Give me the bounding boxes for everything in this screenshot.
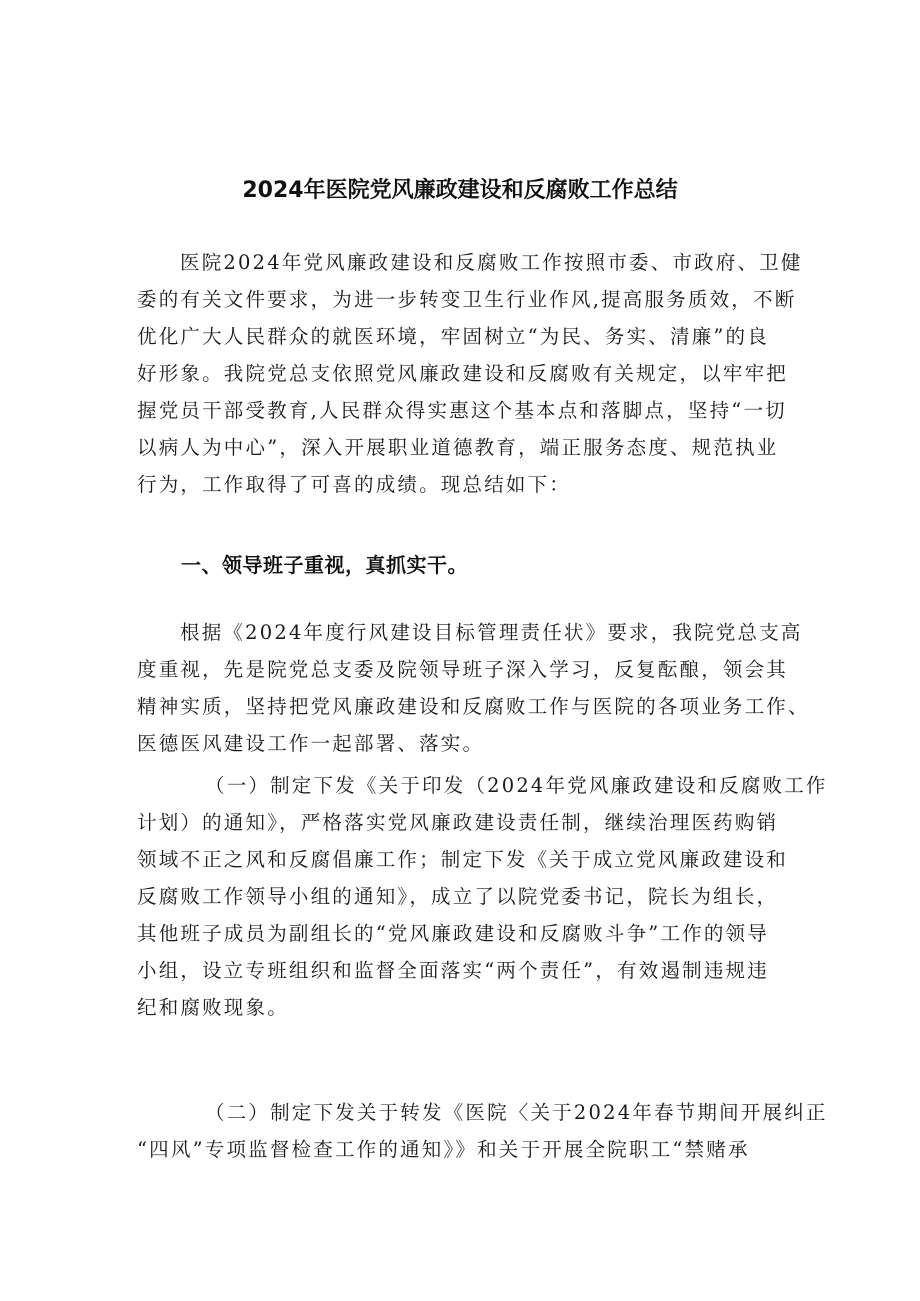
item-2-line: “四风”专项监督检查工作的通知》》和关于开展全院职工“禁赌承 bbox=[137, 1138, 750, 1161]
item-2-paragraph bbox=[137, 1094, 828, 1168]
intro-line: 好形象。我院党总支依照党风廉政建设和反腐败有关规定，以牢牢把 bbox=[137, 362, 789, 385]
intro-paragraph bbox=[137, 244, 803, 503]
intro-line: 优化广大人民群众的就医环境，牢固树立“为民、务实、清廉”的良 bbox=[137, 325, 769, 348]
section-1-heading: 一、领导班子重视，真抓实干。 bbox=[181, 553, 468, 577]
intro-line: 以病人为中心”，深入开展职业道德教育，端正服务态度、规范执业 bbox=[137, 436, 779, 459]
item-1-line: 纪和腐败现象。 bbox=[137, 996, 289, 1019]
item-1-line: （一）制定下发《关于印发（2024年党风廉政建设和反腐败工作 bbox=[205, 774, 828, 797]
section-1-paragraph bbox=[137, 614, 810, 762]
intro-line: 握党员干部受教育,人民群众得实惠这个基本点和落脚点，坚持“一切 bbox=[137, 399, 787, 422]
item-1-line: 计划）的通知》，严格落实党风廉政建设责任制，继续治理医药购销 bbox=[137, 811, 779, 834]
section-1-line: 精神实质，坚持把党风廉政建设和反腐败工作与医院的各项业务工作、 bbox=[137, 695, 810, 718]
item-1-line: 其他班子成员为副组长的“党风廉政建设和反腐败斗争”工作的领导 bbox=[137, 922, 769, 945]
section-1-line: 医德医风建设工作一起部署、落实。 bbox=[137, 732, 485, 755]
item-1-line: 反腐败工作领导小组的通知》，成立了以院党委书记，院长为组长， bbox=[137, 885, 779, 908]
item-1-line: 小组，设立专班组织和监督全面落实“两个责任”，有效遏制违规违 bbox=[137, 959, 769, 982]
item-1-line: 领域不正之风和反腐倡廉工作；制定下发《关于成立党风廉政建设和 bbox=[137, 848, 789, 871]
intro-line: 委的有关文件要求，为进一步转变卫生行业作风,提高服务质效，不断 bbox=[137, 288, 797, 311]
document-title: 2024年医院党风廉政建设和反腐败工作总结 bbox=[242, 178, 678, 203]
item-1-paragraph bbox=[137, 767, 828, 1026]
section-1-line: 根据《2024年度行风建设目标管理责任状》要求，我院党总支高 bbox=[180, 621, 803, 644]
intro-line: 医院2024年党风廉政建设和反腐败工作按照市委、市政府、卫健 bbox=[180, 251, 803, 274]
item-2-line: （二）制定下发关于转发《医院〈关于2024年春节期间开展纠正 bbox=[205, 1101, 828, 1124]
section-1-line: 度重视，先是院党总支委及院领导班子深入学习，反复酝酿，领会其 bbox=[137, 658, 789, 681]
intro-line: 行为，工作取得了可喜的成绩。现总结如下： bbox=[137, 473, 572, 496]
